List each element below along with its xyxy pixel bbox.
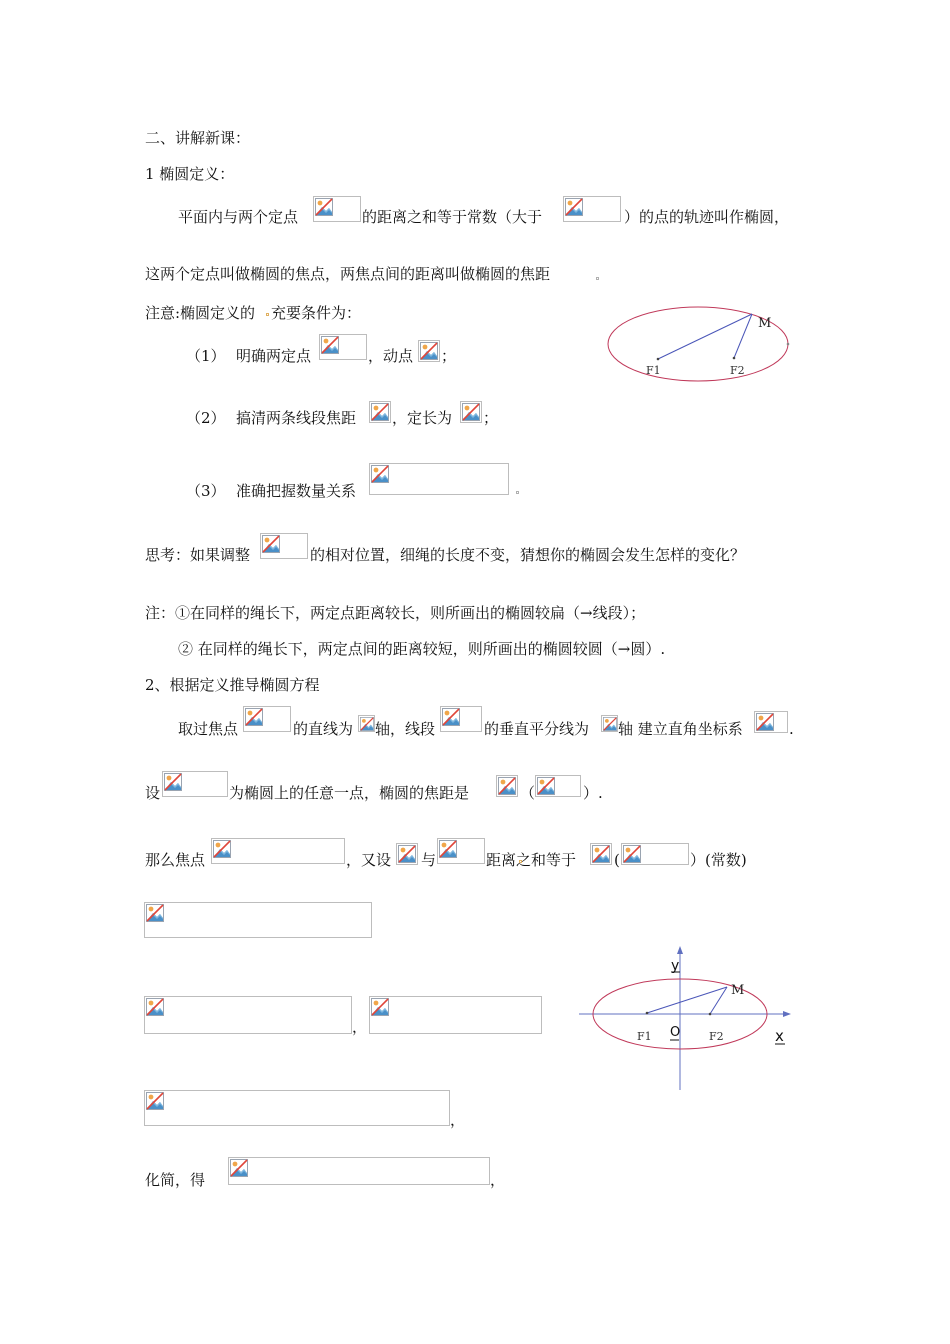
formula-image <box>396 843 418 865</box>
derive-p1-c: 轴，线段 <box>375 720 436 738</box>
equation-image <box>144 996 352 1034</box>
definition-text-a: 平面内与两个定点 <box>178 208 299 226</box>
formula-image <box>260 533 308 559</box>
equation-image <box>228 1157 490 1185</box>
comma: ， <box>352 1018 368 1036</box>
formula-image <box>621 843 689 865</box>
formula-image <box>754 711 788 733</box>
derive-p1-f: . <box>789 720 794 738</box>
focus-f2-label: F2 <box>730 364 745 377</box>
image-icon <box>213 840 231 858</box>
formula-image <box>590 843 612 865</box>
image-icon <box>398 845 416 863</box>
image-icon <box>371 998 389 1016</box>
definition-text-c: ）的点的轨迹叫作椭圆， <box>624 208 790 226</box>
condition-2-text-a: 搞清两条线段焦距 <box>236 409 357 427</box>
image-icon <box>603 717 617 731</box>
image-icon <box>321 336 339 354</box>
formula-image <box>243 706 291 732</box>
formula-image <box>211 838 345 864</box>
definition-line-2: 这两个定点叫做椭圆的焦点，两焦点间的距离叫做椭圆的焦距 <box>145 265 551 283</box>
condition-1-text-c: ； <box>441 347 457 365</box>
marker-dot <box>519 860 522 863</box>
derive-p3-e: ( <box>614 851 620 869</box>
formula-image <box>496 775 518 797</box>
derive-p2-a: 设 <box>145 784 161 802</box>
image-icon <box>230 1159 248 1177</box>
focus-f1-label: F1 <box>637 1030 652 1043</box>
focus-f2-label: F2 <box>709 1030 724 1043</box>
formula-image <box>313 196 361 222</box>
point-m-label: M <box>758 316 772 331</box>
y-axis-label: y <box>671 958 680 974</box>
formula-image <box>319 334 367 360</box>
formula-image <box>418 340 440 362</box>
formula-image <box>535 775 581 797</box>
formula-image <box>437 838 485 864</box>
derive-p1-b: 的直线为 <box>293 720 354 738</box>
section-2-heading: 2、根据定义推导椭圆方程 <box>145 676 320 694</box>
derive-p2-b: 为椭圆上的任意一点，椭圆的焦距是 <box>229 784 470 802</box>
image-icon <box>439 840 457 858</box>
derive-p3-f: ）(常数) <box>690 851 747 869</box>
marker-dot <box>596 277 599 280</box>
think-text-a: 思考：如果调整 <box>145 546 251 564</box>
condition-2-text-c: ； <box>483 409 499 427</box>
image-icon <box>371 403 389 421</box>
image-icon <box>245 708 263 726</box>
formula-image <box>162 771 228 797</box>
condition-2-number: （2） <box>186 409 226 427</box>
image-icon <box>146 904 164 922</box>
image-icon <box>420 342 438 360</box>
x-axis-label: x <box>775 1027 784 1045</box>
derive-p1-d: 的垂直平分线为 <box>484 720 590 738</box>
condition-3-text-a: 准确把握数量关系 <box>236 482 357 500</box>
comma: ， <box>450 1111 466 1129</box>
derive-p2-c: （ <box>520 784 536 802</box>
condition-3-number: （3） <box>186 482 226 500</box>
image-icon <box>498 777 516 795</box>
formula-image <box>440 706 482 732</box>
equation-image <box>369 996 542 1034</box>
formula-image <box>369 401 391 423</box>
derive-p1-a: 取过焦点 <box>178 720 239 738</box>
marker-dot <box>160 175 163 178</box>
origin-label: O <box>670 1025 681 1040</box>
think-text-b: 的相对位置，细绳的长度不变，猜想你的椭圆会发生怎样的变化？ <box>310 546 746 564</box>
equation-image <box>144 902 372 938</box>
section-1-heading: 1 椭圆定义： <box>145 165 235 183</box>
focus-f1-label: F1 <box>646 364 661 377</box>
note-1: 注：①在同样的绳长下，两定点距离较长，则所画出的椭圆较扁（→线段）； <box>145 604 646 622</box>
formula-image <box>358 715 375 732</box>
marker-dot <box>516 491 519 494</box>
simplify-text: 化简，得 <box>145 1171 206 1189</box>
condition-2-text-b: ，定长为 <box>392 409 453 427</box>
section-heading: 二、讲解新课： <box>145 129 251 147</box>
derive-p1-e: 轴 建立直角坐标系 <box>618 720 743 738</box>
image-icon <box>756 713 774 731</box>
image-icon <box>442 708 460 726</box>
definition-text-b: 的距离之和等于常数（大于 <box>362 208 543 226</box>
formula-image <box>563 196 621 222</box>
image-icon <box>262 535 280 553</box>
note-text-a: 注意:椭圆定义的 <box>145 304 256 322</box>
equation-image <box>144 1090 450 1126</box>
derive-p3-d: 距离之和等于 <box>486 851 577 869</box>
formula-image <box>601 715 618 732</box>
image-icon <box>565 198 583 216</box>
image-icon <box>537 777 555 795</box>
formula-image <box>460 401 482 423</box>
image-icon <box>146 998 164 1016</box>
derive-p3-c: 与 <box>421 851 437 869</box>
image-icon <box>360 717 374 731</box>
derive-p3-b: ，又设 <box>346 851 392 869</box>
ellipse-axes-figure <box>575 940 800 1092</box>
condition-1-text-a: 明确两定点 <box>236 347 312 365</box>
condition-1-number: （1） <box>186 347 226 365</box>
note-text-b: 充要条件为： <box>271 304 362 322</box>
comma: ， <box>490 1171 506 1189</box>
note-2: ② 在同样的绳长下，两定点间的距离较短，则所画出的椭圆较圆（→圆）. <box>178 640 666 658</box>
image-icon <box>462 403 480 421</box>
ellipse-figure <box>600 300 800 388</box>
condition-1-text-b: ，动点 <box>368 347 414 365</box>
point-m-label: M <box>731 983 745 998</box>
image-icon <box>371 465 389 483</box>
formula-image <box>369 463 509 495</box>
derive-p3-a: 那么焦点 <box>145 851 206 869</box>
image-icon <box>146 1092 164 1110</box>
image-icon <box>315 198 333 216</box>
image-icon <box>164 773 182 791</box>
marker-dot <box>266 313 269 316</box>
derive-p2-d: ）. <box>583 784 603 802</box>
image-icon <box>623 845 641 863</box>
image-icon <box>592 845 610 863</box>
